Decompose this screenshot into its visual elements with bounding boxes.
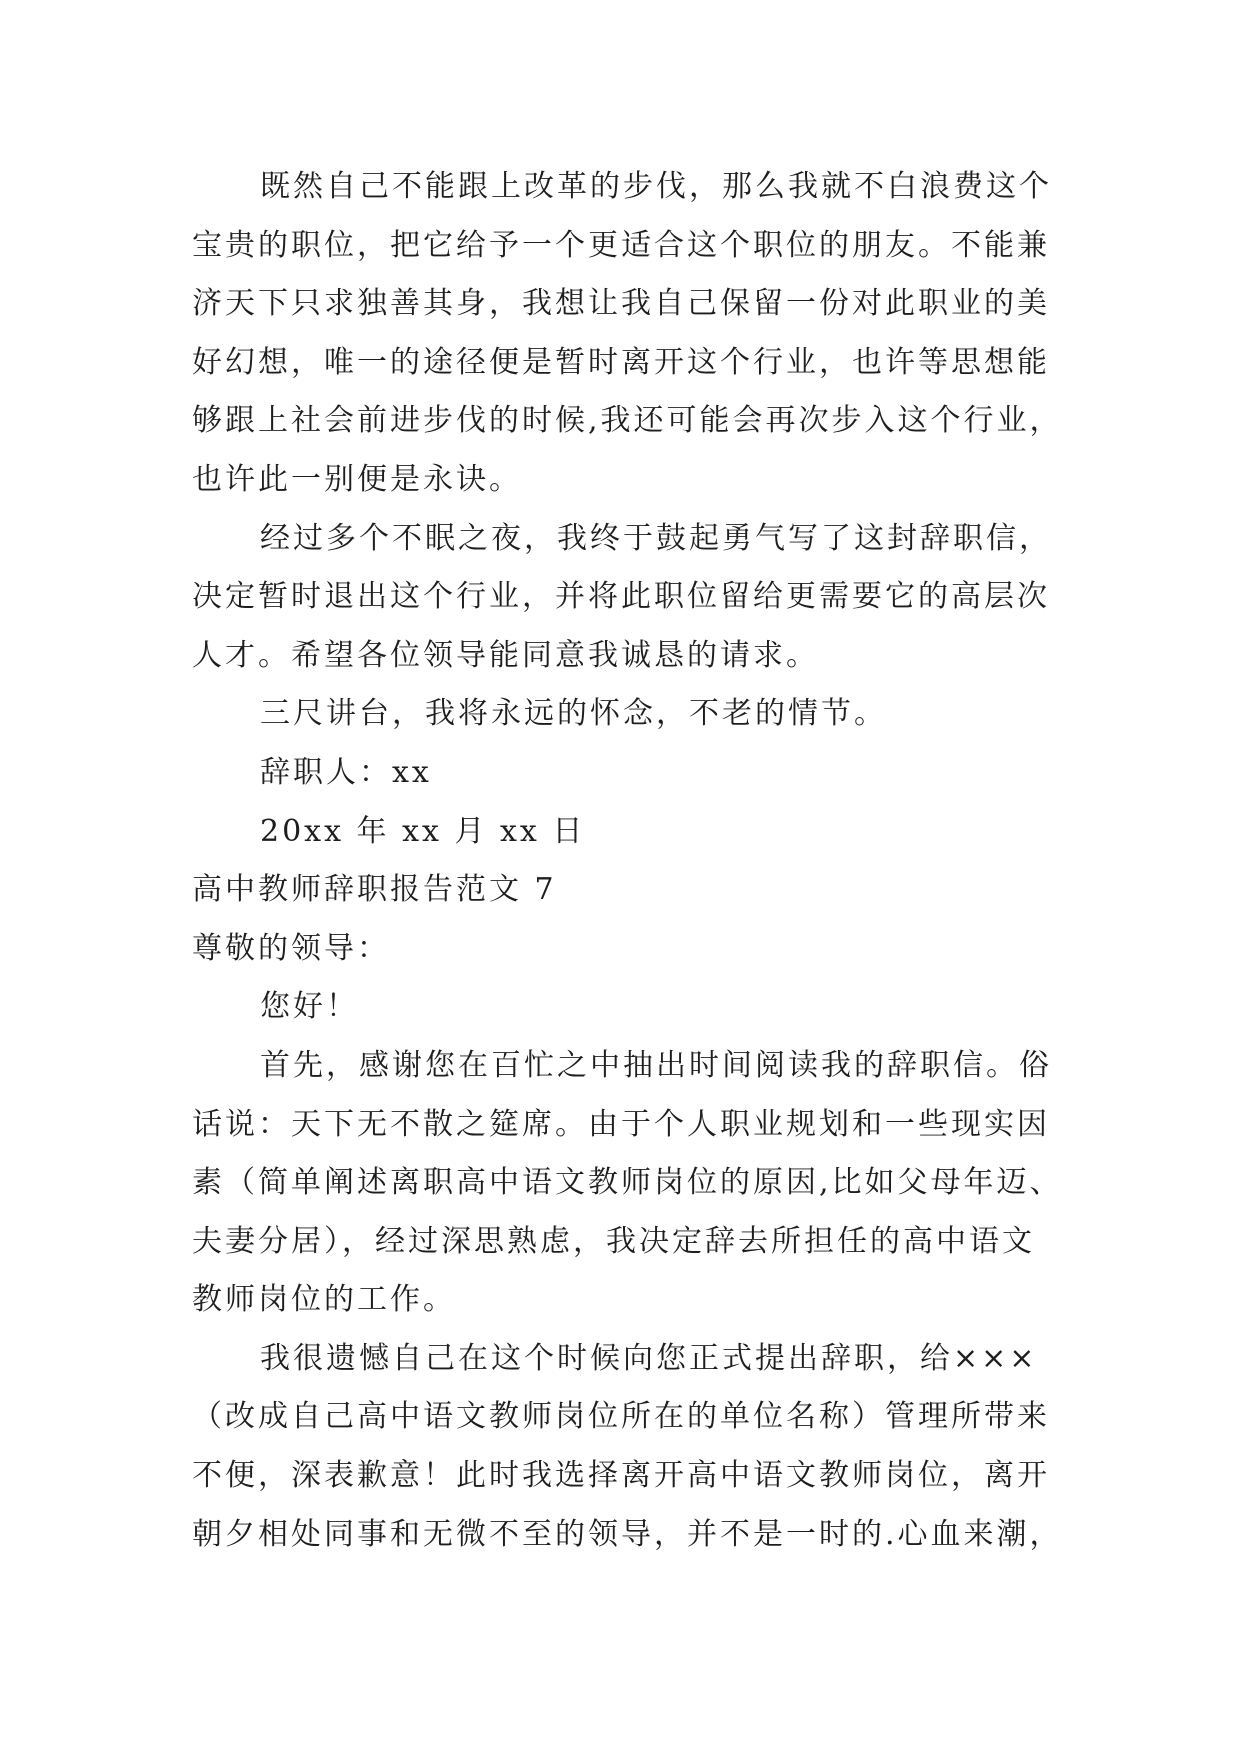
- text-line: 素（简单阐述离职高中语文教师岗位的原因,比如父母年迈、: [192, 1165, 1063, 1201]
- text-line: 朝夕相处同事和无微不至的领导，并不是一时的.心血来潮，: [192, 1516, 1063, 1552]
- text-line: 夫妻分居），经过深思熟虑，我决定辞去所担任的高中语文: [192, 1223, 1035, 1259]
- greeting: 您好！: [260, 989, 359, 1025]
- text-line: 既然自己不能跟上改革的步伐，那么我就不白浪费这个: [260, 169, 1052, 204]
- text-line: 教师岗位的工作。: [192, 1282, 456, 1318]
- salutation: 尊敬的领导：: [192, 930, 390, 966]
- text-line: 话说：天下无不散之筵席。由于个人职业规划和一些现实因: [192, 1106, 1050, 1142]
- text-line: 经过多个不眠之夜，我终于鼓起勇气写了这封辞职信，: [260, 520, 1052, 556]
- text-line: 也许此一别便是永诀。: [192, 461, 522, 497]
- text-line: （改成自己高中语文教师岗位所在的单位名称）管理所带来: [192, 1399, 1050, 1435]
- text-line: 人才。希望各位领导能同意我诚恳的请求。: [192, 637, 819, 673]
- signature-name: 辞职人：xx: [260, 754, 432, 790]
- section-heading: 高中教师辞职报告范文 7: [192, 872, 557, 908]
- text-line: 济天下只求独善其身，我想让我自己保留一份对此职业的美: [192, 286, 1050, 322]
- text-line: 够跟上社会前进步伐的时候,我还可能会再次步入这个行业，: [192, 403, 1063, 439]
- document-body: [192, 158, 1063, 1564]
- signature-date: 20xx 年 xx 月 xx 日: [260, 813, 586, 849]
- text-line: 我很遗憾自己在这个时候向您正式提出辞职，给×××: [260, 1340, 1038, 1376]
- text-line: 好幻想，唯一的途径便是暂时离开这个行业，也许等思想能: [192, 344, 1050, 380]
- text-line: 首先，感谢您在百忙之中抽出时间阅读我的辞职信。俗: [260, 1047, 1052, 1083]
- text-line: 决定暂时退出这个行业，并将此职位留给更需要它的高层次: [192, 579, 1050, 615]
- text-line: 不便，深表歉意！此时我选择离开高中语文教师岗位，离开: [192, 1458, 1050, 1494]
- text-line: 三尺讲台，我将永远的怀念，不老的情节。: [260, 696, 887, 732]
- text-line: 宝贵的职位，把它给予一个更适合这个职位的朋友。不能兼: [192, 227, 1050, 263]
